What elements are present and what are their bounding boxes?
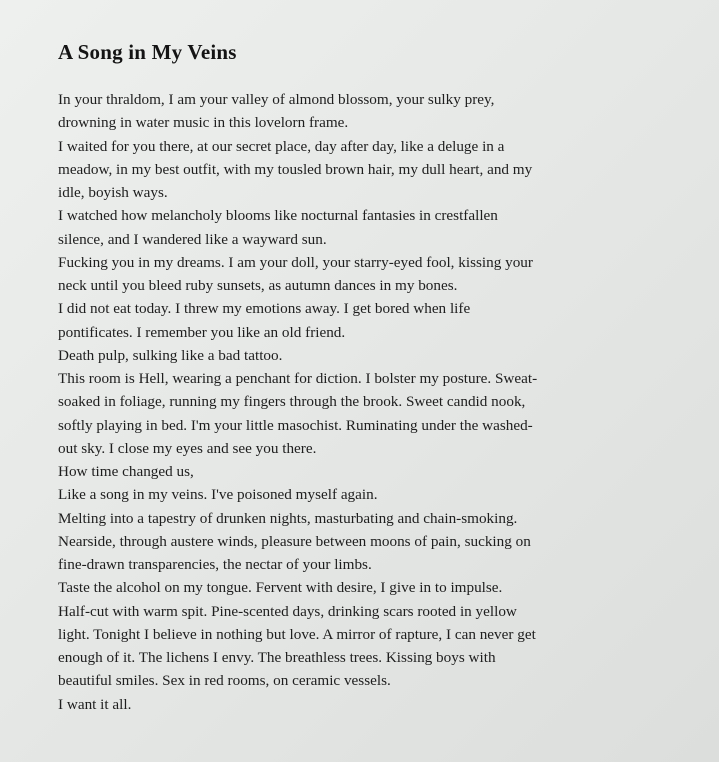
poem-line: Like a song in my veins. I've poisoned myself again.: [58, 486, 378, 504]
poem-line: How time changed us,: [58, 463, 194, 480]
poem-line: silence, and I wandered like a wayward sun.: [58, 230, 327, 248]
poem-line: Fucking you in my dreams. I am your doll, your starry-eyed fool, kissing your: [58, 253, 533, 271]
poem-line: out sky. I close my eyes and see you there.: [58, 439, 317, 457]
poem-body: [58, 88, 678, 716]
poem-line: neck until you bleed ruby sunsets, as autumn dances in my bones.: [58, 277, 458, 294]
poem-line: Melting into a tapestry of drunken nights, masturbating and chain-smoking.: [58, 509, 518, 527]
poem-line: This room is Hell, wearing a penchant for diction. I bolster my posture. Sweat-: [58, 370, 538, 387]
poem-line: In your thraldom, I am your valley of almond blossom, your sulky prey,: [58, 91, 495, 108]
poem-line: Nearside, through austere winds, pleasure between moons of pain, sucking on: [58, 532, 531, 550]
poem-line: soaked in foliage, running my fingers through the brook. Sweet candid nook,: [58, 393, 526, 411]
poem-line: beautiful smiles. Sex in red rooms, on ceramic vessels.: [58, 672, 391, 690]
poem-line: drowning in water music in this lovelorn frame.: [58, 114, 349, 132]
poem-line: meadow, in my best outfit, with my tousled brown hair, my dull heart, and my: [58, 160, 533, 178]
poem-line: I did not eat today. I threw my emotions away. I get bored when life: [58, 300, 471, 318]
poem-line: Death pulp, sulking like a bad tattoo.: [58, 346, 283, 364]
poem-line: enough of it. The lichens I envy. The breathless trees. Kissing boys with: [58, 649, 496, 666]
poem-line: fine-drawn transparencies, the nectar of your limbs.: [58, 556, 372, 573]
poem-line: Half-cut with warm spit. Pine-scented days, drinking scars rooted in yellow: [58, 602, 517, 620]
poem-line: light. Tonight I believe in nothing but love. A mirror of rapture, I can never get: [58, 625, 536, 643]
poem-title: A Song in My Veins: [58, 40, 237, 64]
poem-line: I watched how melancholy blooms like nocturnal fantasies in crestfallen: [58, 207, 498, 225]
poem-line: idle, boyish ways.: [58, 184, 168, 201]
poem-line: Taste the alcohol on my tongue. Fervent with desire, I give in to impulse.: [58, 579, 503, 597]
poem-line: pontificates. I remember you like an old friend.: [58, 323, 346, 341]
poem-line: I want it all.: [58, 695, 132, 713]
poem-line: I waited for you there, at our secret place, day after day, like a deluge in a: [58, 137, 505, 155]
poem-line: softly playing in bed. I'm your little masochist. Ruminating under the washed-: [58, 416, 533, 434]
